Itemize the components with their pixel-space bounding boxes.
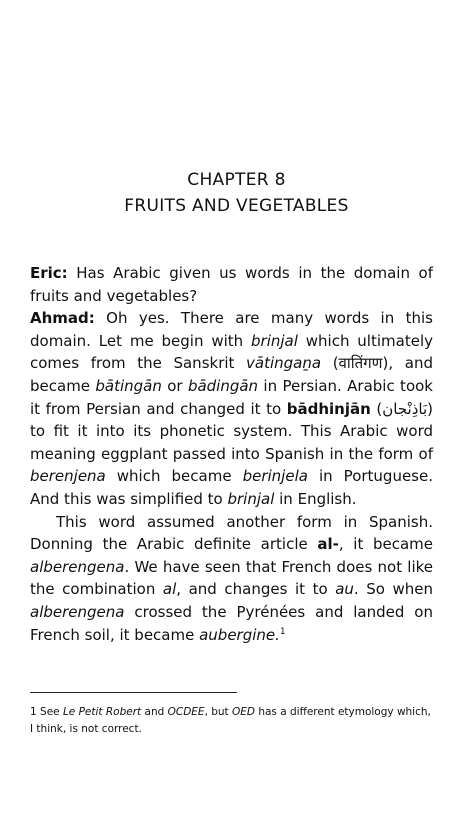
para2-text: This word assumed another form in Spanish. Donning the Arabic definite article — [30, 512, 433, 554]
footnote-source: OED — [232, 706, 255, 718]
para2-text: , and changes it to — [176, 580, 336, 599]
ahmad-text: or — [161, 376, 188, 395]
term-al: al- — [317, 535, 339, 554]
term-aubergine: aubergine. — [199, 625, 280, 644]
footnote-text: , but — [204, 706, 233, 718]
dialogue-ahmad — [30, 307, 433, 510]
ahmad-text: in English. — [274, 489, 357, 508]
footnote-number: 1 — [30, 706, 37, 718]
ahmad-text: which ultimately comes from the Sanskrit — [30, 331, 433, 373]
chapter-number: CHAPTER 8 — [187, 170, 286, 190]
term-brinjal: brinjal — [227, 489, 275, 508]
ahmad-text: in Portuguese. And this was simplified to — [30, 467, 433, 508]
para2-text: crossed the Pyrénées and landed on French soil, it became — [30, 602, 433, 644]
term-berinjela: berinjela — [242, 467, 308, 486]
footnote-divider — [30, 692, 237, 693]
para2-text: . So when — [353, 580, 433, 599]
ahmad-text: Oh yes. There are many words in this domain. Let me begin with — [30, 309, 433, 350]
speaker-ahmad: Ahmad: — [30, 309, 95, 328]
paragraph-2 — [30, 511, 433, 647]
para2-text: . We have seen that French does not like the combination — [30, 557, 433, 599]
body-text — [30, 262, 433, 646]
footnote-marker[interactable]: 1 — [279, 626, 286, 637]
footnote-text: and — [141, 706, 168, 718]
footnote-text: has a different etymology which, I think, is not correct. — [30, 706, 431, 735]
term-alberengena: alberengena — [30, 557, 125, 576]
term-au: au — [335, 580, 354, 599]
term-brinjal: brinjal — [251, 331, 298, 350]
ahmad-text: to fit it into its phonetic system. This Arabic word meaning eggplant passed into Spanish in the form of — [30, 422, 433, 463]
arabic-term: (بَاذِنْجان) — [376, 399, 433, 418]
footnote — [30, 704, 433, 738]
term-al: al — [162, 580, 177, 599]
term-berenjena: berenjena — [30, 467, 106, 486]
term-badhinjan: bādhinjān — [286, 399, 371, 418]
para2-text: , it became — [338, 535, 433, 554]
chapter-title: FRUITS AND VEGETABLES — [124, 196, 349, 216]
dialogue-eric — [30, 262, 433, 307]
devanagari-term: (वातिंगण) — [332, 354, 389, 373]
ahmad-text: , and became — [30, 354, 433, 395]
footnote-source: OCDEE — [167, 706, 205, 718]
term-batingan: bātingān — [95, 376, 162, 395]
term-alberengena: alberengena — [30, 602, 125, 621]
term-badingan: bādingān — [187, 376, 259, 395]
footnote-text: See — [36, 706, 63, 718]
ahmad-text: in Persian. Arabic took it from Persian and changed it to — [30, 376, 433, 418]
speaker-eric: Eric: — [30, 264, 68, 282]
eric-text: Has Arabic given us words in the domain of fruits and vegetables? — [30, 264, 433, 305]
ahmad-text: which became — [105, 467, 243, 486]
term-vatingana: vātingaṉa — [246, 354, 322, 373]
footnote-source: Le Petit Robert — [62, 706, 142, 718]
